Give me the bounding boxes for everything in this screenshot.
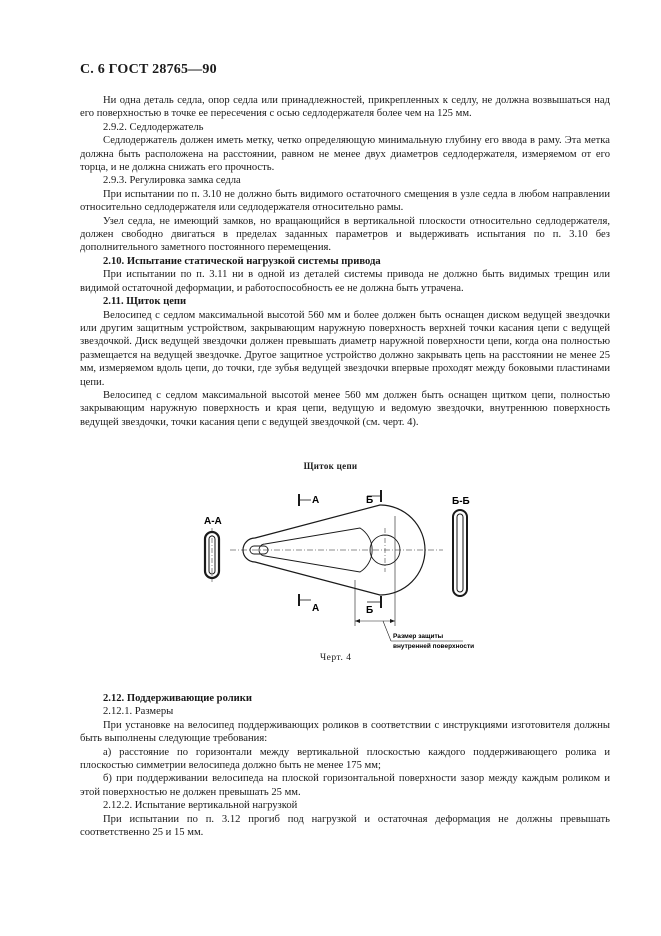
paragraph: При испытании по п. 3.10 не должно быть видимого остаточного смещения в узле седла в любом направлении относительно седлодержателя или седлодержателя относительно рамы. — [80, 188, 610, 214]
chain-guard-drawing — [195, 480, 495, 650]
section-heading: 2.11. Щиток цепи — [103, 296, 187, 308]
subsection-heading: 2.9.2. Седлодержатель — [103, 121, 204, 133]
paragraph: Узел седла, не имеющий замков, но вращающийся в вертикальной плоскости относительно седлодержателя, должен свободно двигаться в пределах заданных параметров и выдерживать испытания по п. 3.10 без дополнительного заметного постоянного перемещения. — [80, 215, 610, 254]
section-aa-label: А-А — [204, 516, 222, 527]
arrow-a-bottom: А — [312, 603, 320, 614]
section-bb-inner — [457, 514, 463, 592]
subsection-heading: 2.9.3. Регулировка замка седла — [103, 175, 241, 187]
subsection-heading: 2.12.1. Размеры — [103, 706, 174, 718]
page-header: С. 6 ГОСТ 28765—90 — [80, 62, 217, 77]
dimension-note-line1: Размер защиты — [393, 633, 444, 640]
section-bb-label: Б-Б — [452, 496, 470, 507]
paragraph: При испытании по п. 3.12 прогиб под нагрузкой и остаточная деформация не должны превышать соответственно 25 и 15 мм. — [80, 813, 610, 839]
paragraph: Седлодержатель должен иметь метку, четко определяющую минимальную глубину его ввода в раму. Эта метка должна быть расположена на расстоянии, равном не менее двух диаметров седлодержателя, измеряемом от его торца, и не должна снижать его прочность. — [80, 135, 610, 174]
dimension-note-line2: внутренней поверхности — [393, 643, 475, 650]
paragraph: Ни одна деталь седла, опор седла или принадлежностей, прикрепленных к седлу, не должна возвышаться над его поверхностью в точке ее пересечения с осью седлодержателя более чем на 125 мм. — [80, 95, 610, 120]
section-heading: 2.12. Поддерживающие ролики — [103, 693, 252, 704]
figure-title: Щиток цепи — [303, 461, 358, 471]
subsection-heading: 2.12.2. Испытание вертикальной нагрузкой — [103, 800, 298, 812]
arrow-b-bottom: Б — [366, 605, 374, 616]
figure-caption: Черт. 4 — [320, 653, 352, 663]
list-item: а) расстояние по горизонтали между вертикальной плоскостью каждого поддерживающего ролика и плоскостью симметрии велосипеда должно быть не менее 175 мм; — [80, 746, 610, 772]
paragraph: При установке на велосипед поддерживающих роликов в соответствии с инструкциями изготовителя должны быть выполнены следующие требования: — [80, 719, 610, 745]
paragraph: При испытании по п. 3.11 ни в одной из деталей системы привода не должно быть видимых трещин или видимой остаточной деформации, и работоспособность ее не должна быть утрачена. — [80, 269, 610, 294]
arrow-b-top: Б — [366, 495, 374, 506]
body-text-top — [80, 94, 610, 429]
section-bb-outer — [453, 510, 467, 596]
arrow-a-top: А — [312, 495, 320, 506]
body-text-bottom — [80, 692, 610, 839]
paragraph: Велосипед с седлом максимальной высотой 560 мм и более должен быть оснащен диском ведущей звездочки или другим защитным устройством, закрывающим наружную поверхность верхней точки касания цепи с ведущей звездочкой. Диск ведущей звездочки должен превышать диаметр наружной поверхности цепи, когда она полностью размещается на ведущей звездочке. Другое защитное устройство должно закрывать цепь на расстоянии не менее 25 мм, измеряемом вдоль цепи, до точки, где зубья ведущей звездочки впервые проходят между боковыми пластинами цепи. — [80, 309, 610, 388]
paragraph: Велосипед с седлом максимальной высотой менее 560 мм должен быть оснащен щитком цепи, полностью закрывающим наружную поверхность и края цепи, ведущую и ведомую звездочки, внутреннюю поверхность ведущей звездочки, точки касания цепи с ведущей звездочкой (см. черт. 4). — [80, 389, 610, 428]
section-heading: 2.10. Испытание статической нагрузкой системы привода — [103, 255, 381, 267]
list-item: б) при поддерживании велосипеда на плоской горизонтальной поверхности зазор между каждым роликом и этой поверхностью не должен превышать 25 мм. — [80, 773, 610, 798]
